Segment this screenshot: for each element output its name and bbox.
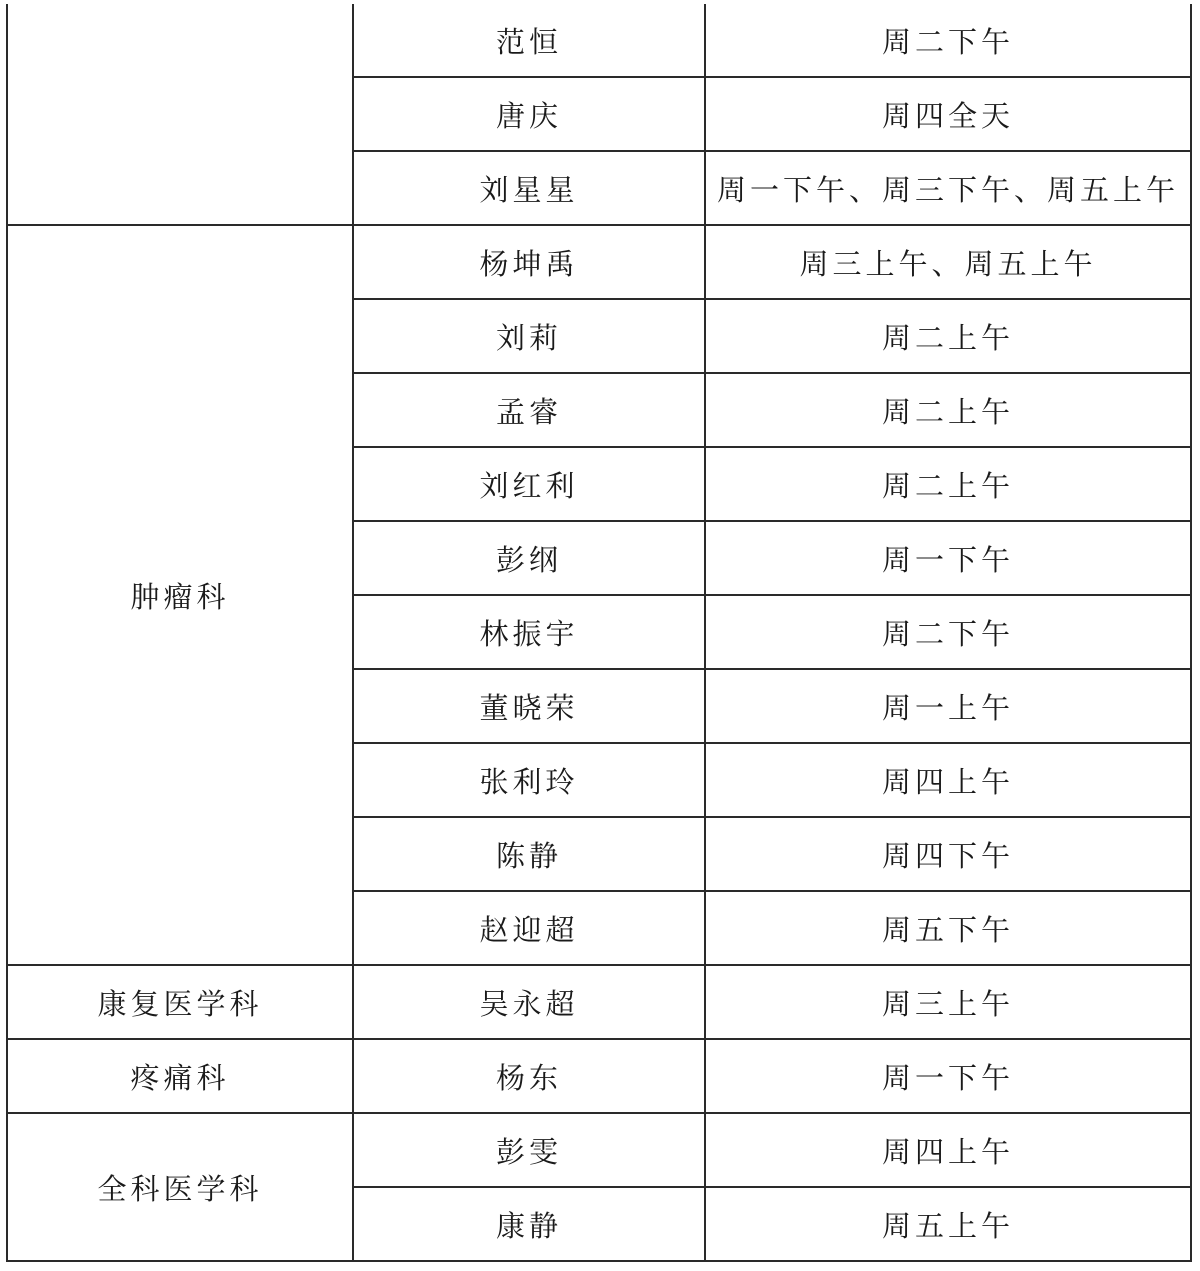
doctor-name-cell: 杨坤禹 [353,225,705,299]
doctor-name-cell: 刘红利 [353,447,705,521]
clinic-time-cell: 周五上午 [705,1187,1191,1261]
department-cell: 肿瘤科 [7,225,353,965]
clinic-time-cell: 周二上午 [705,299,1191,373]
doctor-name-cell: 赵迎超 [353,891,705,965]
clinic-schedule-table [6,4,1192,1262]
doctor-name-cell: 刘莉 [353,299,705,373]
doctor-name-cell: 刘星星 [353,151,705,225]
department-cell: 康复医学科 [7,965,353,1039]
table-row [7,1039,1191,1113]
doctor-name-cell: 孟睿 [353,373,705,447]
doctor-name-cell: 彭纲 [353,521,705,595]
doctor-name-cell: 康静 [353,1187,705,1261]
department-cell [7,4,353,225]
clinic-time-cell: 周二上午 [705,447,1191,521]
doctor-name-cell: 范恒 [353,4,705,77]
clinic-time-cell: 周四上午 [705,1113,1191,1187]
table-row [7,225,1191,299]
clinic-time-cell: 周四上午 [705,743,1191,817]
clinic-time-cell: 周一上午 [705,669,1191,743]
clinic-time-cell: 周五下午 [705,891,1191,965]
doctor-name-cell: 杨东 [353,1039,705,1113]
doctor-name-cell: 林振宇 [353,595,705,669]
doctor-name-cell: 陈静 [353,817,705,891]
schedule-body [7,4,1191,1261]
doctor-name-cell: 彭雯 [353,1113,705,1187]
table-row [7,4,1191,77]
department-cell: 全科医学科 [7,1113,353,1261]
doctor-name-cell: 董晓荣 [353,669,705,743]
clinic-time-cell: 周二上午 [705,373,1191,447]
clinic-time-cell: 周一下午 [705,521,1191,595]
clinic-time-cell: 周四下午 [705,817,1191,891]
clinic-time-cell: 周二下午 [705,4,1191,77]
table-row [7,965,1191,1039]
doctor-name-cell: 吴永超 [353,965,705,1039]
doctor-name-cell: 唐庆 [353,77,705,151]
clinic-time-cell: 周三上午、周五上午 [705,225,1191,299]
table-row [7,1113,1191,1187]
clinic-time-cell: 周一下午 [705,1039,1191,1113]
department-cell: 疼痛科 [7,1039,353,1113]
clinic-time-cell: 周三上午 [705,965,1191,1039]
clinic-time-cell: 周二下午 [705,595,1191,669]
doctor-name-cell: 张利玲 [353,743,705,817]
clinic-time-cell: 周一下午、周三下午、周五上午 [705,151,1191,225]
clinic-time-cell: 周四全天 [705,77,1191,151]
